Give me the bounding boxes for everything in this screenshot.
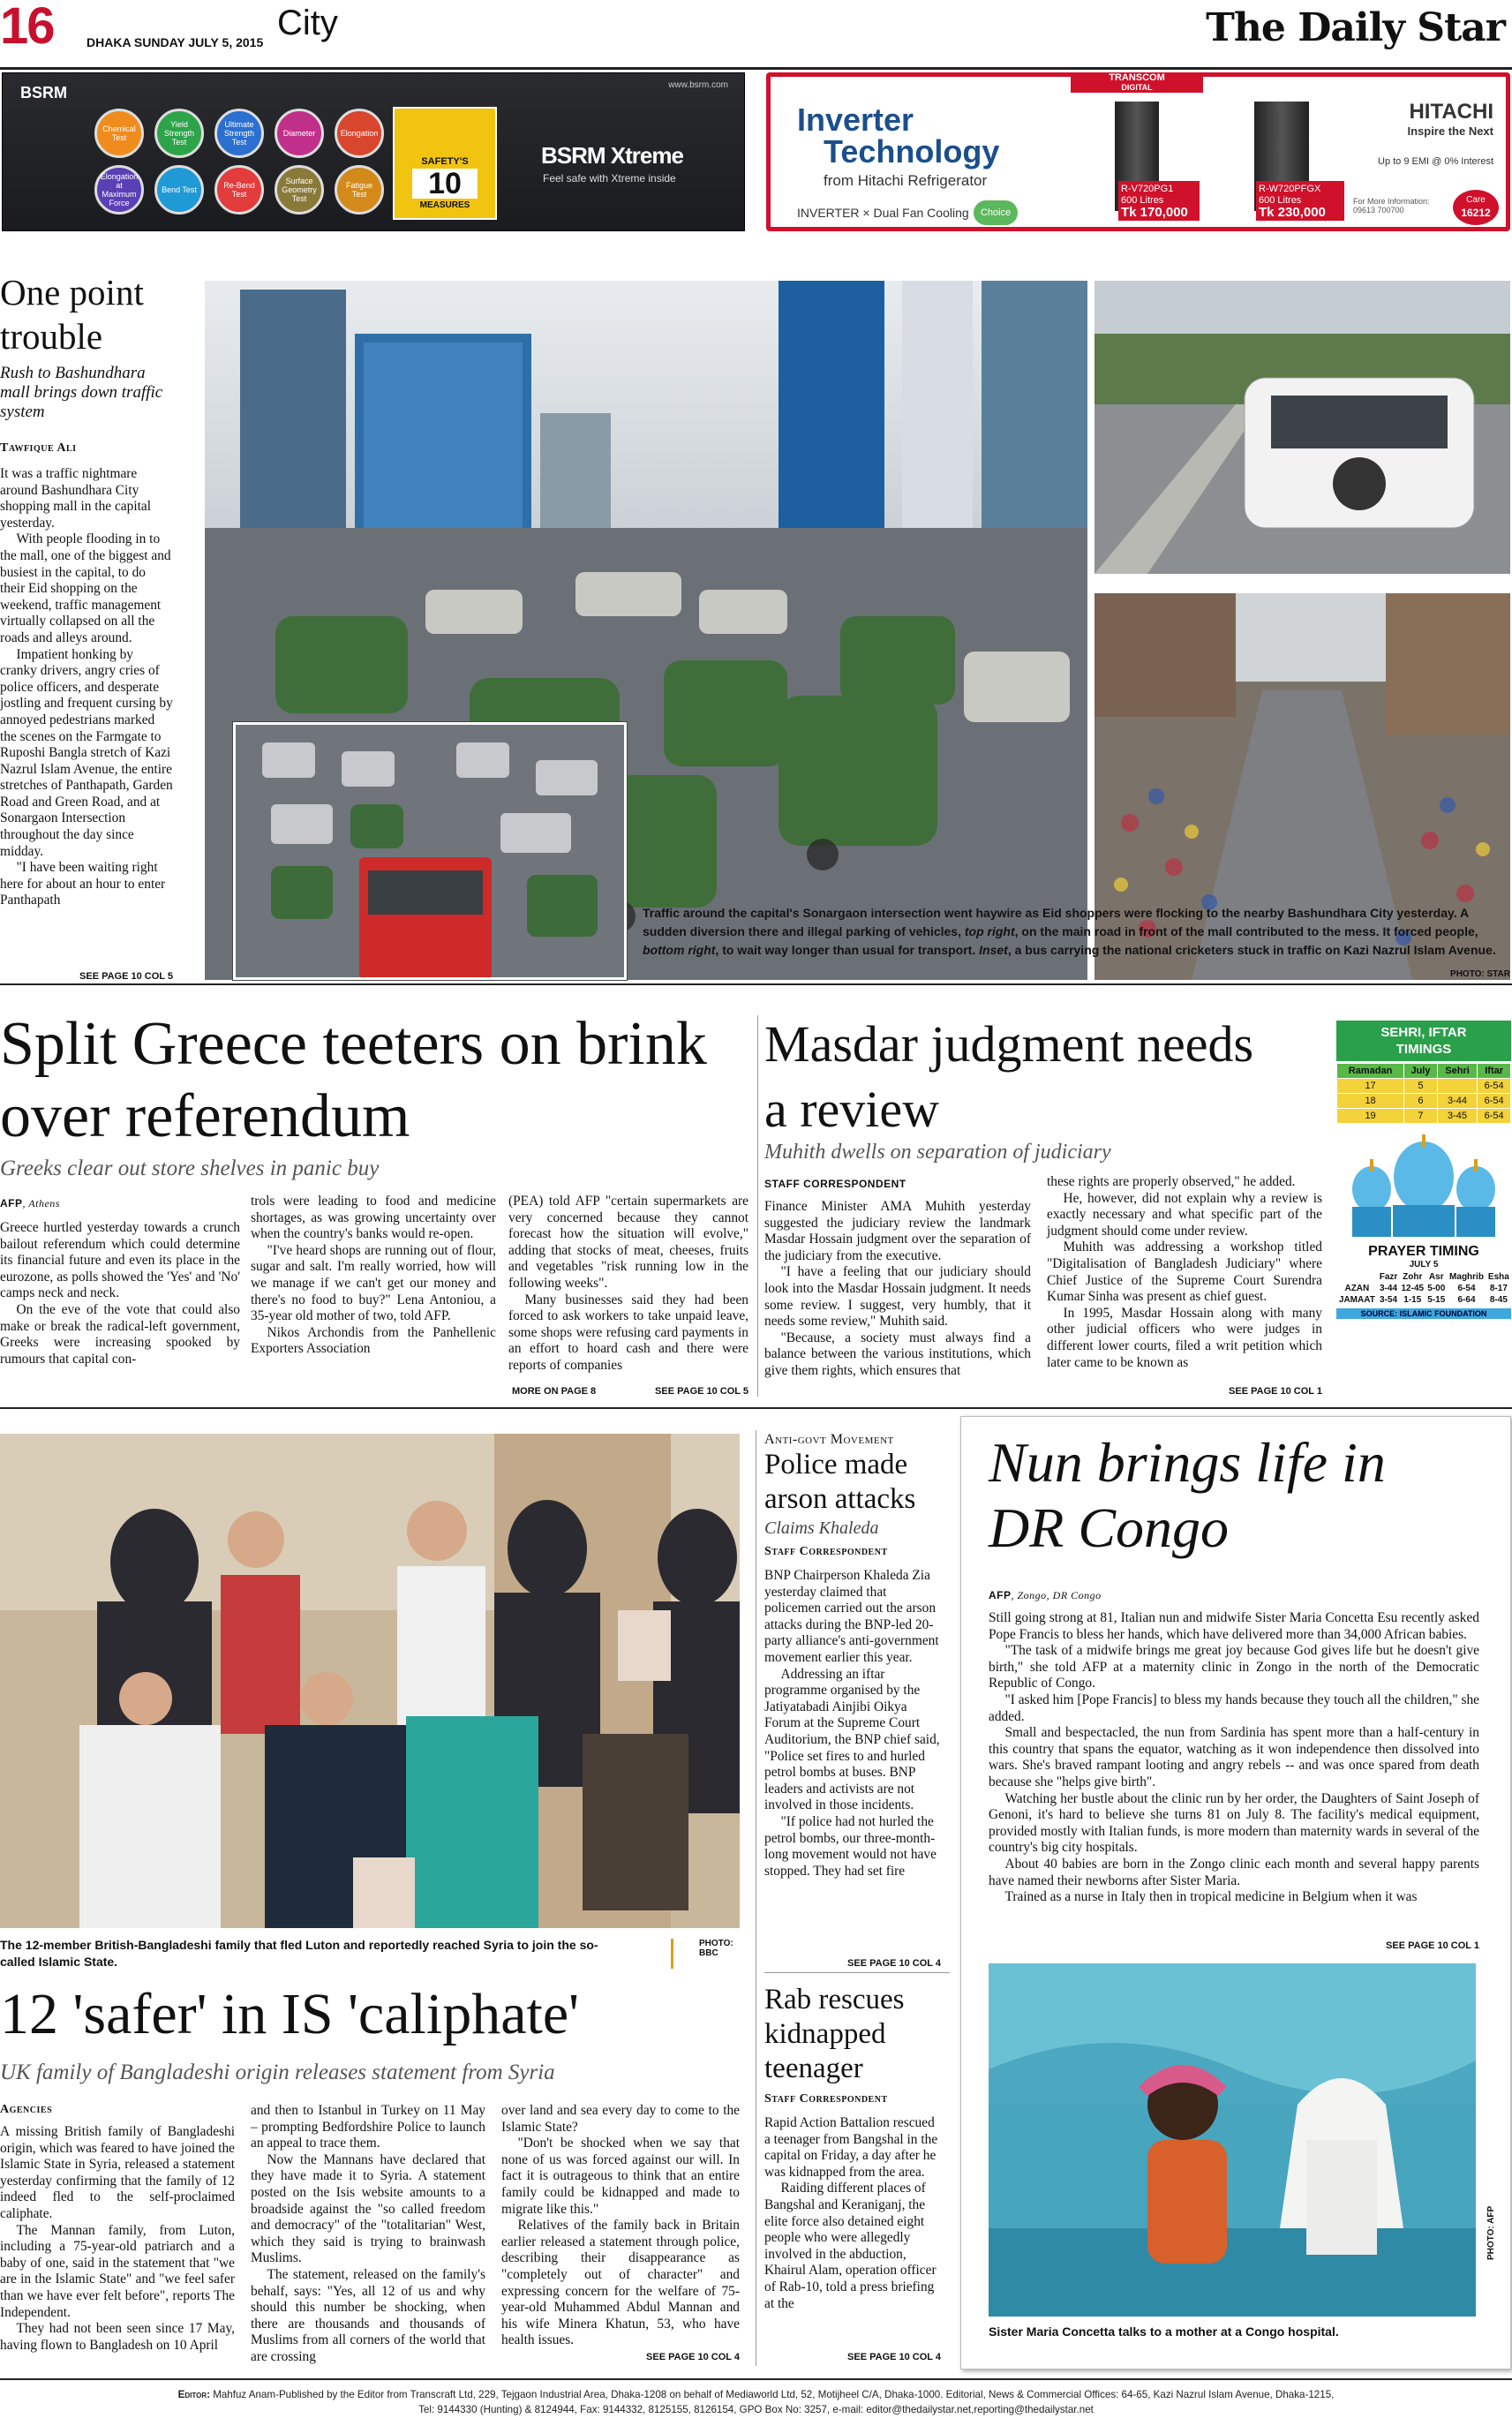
prayer-header-cell: Maghrib	[1449, 1272, 1484, 1282]
masdar-p: "Because, a society must always find a balance between the various institutions, which give them rights, which ensures that	[764, 1330, 1031, 1378]
masdar-p: these rights are properly observed," he added.	[1047, 1174, 1296, 1189]
sehri-cell: 6-54	[1478, 1079, 1511, 1094]
prayer-cell: 5-00	[1427, 1284, 1446, 1293]
col-rule	[757, 1015, 758, 1397]
prayer-header-cell: Fazr	[1379, 1272, 1398, 1282]
safety-num: 10	[412, 169, 478, 199]
sehri-header-cell: Sehri	[1437, 1064, 1477, 1079]
greece-headline: Split Greece teeters on brink over referendum	[0, 1010, 707, 1150]
family-p: over land and sea every day to come to the Islamic State?	[501, 2103, 740, 2135]
traffic-byline: Tawfique Ali	[0, 441, 77, 455]
prayer-cell: 5-15	[1427, 1295, 1446, 1305]
traffic-p: Impatient honking by cranky drivers, angry cries of police officers, and desperate jostling and frequent cursing by annoyed pedestrians marked the scenes on the Farmgate to Ruposhi Bangla stretch of Kazi Nazrul Islam Avenue, the entire stretches of Panthapath, Garden Road and Green Road, and at Sonargaon Intersection throughout the day since midday.	[0, 646, 173, 859]
greece-col-3	[508, 1194, 748, 1375]
caption-part: Inset	[979, 943, 1008, 957]
prayer-cell: 12-45	[1401, 1284, 1425, 1293]
model-2-cap: 600 Litres	[1259, 195, 1302, 206]
family-deck: UK family of Bangladeshi origin releases statement from Syria	[0, 2061, 555, 2084]
sehri-cell: 6-54	[1478, 1109, 1511, 1124]
bsrm-test-badge: Yield Strength Test	[154, 109, 204, 158]
masdar-col-1	[764, 1199, 1031, 1380]
sehri-box	[1336, 1021, 1511, 1400]
greece-dateline: , Athens	[22, 1197, 60, 1209]
family-col-1	[0, 2124, 235, 2354]
story-rule	[764, 1972, 950, 1973]
prayer-header-cell	[1336, 1271, 1378, 1283]
family-p: The Mannan family, from Luton, including a 75-year-old patriarch and a baby of one, said in the statement that "we are in the Islamic State" and "we feel safer than we have ever felt before", reports The Independent.	[0, 2222, 235, 2320]
greece-deck: Greeks clear out store shelves in panic buy	[0, 1156, 380, 1180]
family-caption: The 12-member British-Bangladeshi family that fled Luton and reportedly reached Syria to join the so-called Islamic State.	[0, 1938, 598, 1969]
rab-byline: Staff Correspondent	[764, 2092, 888, 2106]
caption-part: , a bus carrying the national cricketers stuck in traffic on Kazi Nazrul Islam Avenue.	[1007, 943, 1496, 957]
greece-col-2	[251, 1194, 496, 1358]
hitachi-choice: Choice	[974, 200, 1018, 225]
masdar-p: In 1995, Masdar Hossain along with many other judicial officers who were judges in different lower courts, filed a writ petition which later came to be known as	[1047, 1305, 1322, 1370]
family-p: The statement, released on the family's behalf, says: "Yes, all 12 of us and why should this number be shocking, when there are thousands and thousands of Muslims from all corners of the world that are crossing	[251, 2266, 485, 2364]
masdar-headline: Masdar judgment needs a review	[764, 1015, 1254, 1138]
bsrm-test-badge: Fatigue Test	[335, 165, 384, 215]
nun-p: Watching her bustle about the clinic run by her order, the Daughters of Saint Joseph of Genoni, it's hard to believe she turns 81 on July 8. The facility's medical equipment, provided mostly with Italian funds, is more modern than maternity wards in several of the country's big city hospitals.	[989, 1790, 1479, 1856]
bsrm-test-badge: Bend Test	[154, 165, 204, 215]
prayer-cell: 3-44	[1380, 1284, 1398, 1293]
mosque-icon	[1336, 1129, 1511, 1242]
prayer-cell: 8-45	[1489, 1295, 1508, 1305]
prayer-cell: JAMAAT	[1338, 1295, 1375, 1305]
sehri-cell: 7	[1404, 1109, 1438, 1124]
rab-see[interactable]: SEE PAGE 10 COL 4	[847, 2352, 941, 2362]
prayer-header-cell: Asr	[1428, 1272, 1444, 1282]
caption-part: bottom right	[643, 943, 716, 957]
greece-p: Greece hurtled yesterday towards a crunch bailout referendum which could determine its financial future and even its place in the eurozone, as polls showed the 'Yes' and 'No' camps neck and neck.	[0, 1220, 240, 1301]
sehri-cell: 19	[1337, 1109, 1404, 1124]
arson-p: Addressing an iftar programme organised by the Jatiyatabadi Ainjibi Oikya Forum at the Supreme Court Auditorium, the BNP chief said, "Police set fires to and hurled petrol bombs at buses. BNP leaders and activists are not involved in those incidents.	[764, 1666, 940, 1813]
arson-deck: Claims Khaleda	[764, 1518, 879, 1538]
rab-body	[764, 2115, 941, 2312]
traffic-credit: PHOTO: STAR	[1450, 969, 1510, 979]
traffic-see[interactable]: SEE PAGE 10 COL 5	[79, 971, 173, 982]
greece-byline	[0, 1197, 60, 1210]
row-rule	[0, 1407, 1512, 1409]
family-col-2	[251, 2103, 485, 2366]
sehri-header-cell: July	[1404, 1064, 1438, 1079]
prayer-table	[1336, 1271, 1511, 1306]
caption-part: Traffic around the capital's Sonargaon intersection went haywire as Eid shoppers were flocking to the nearby Bashundhara City yesterday. A sudden diversion there and illegal parking of vehicles,	[643, 906, 1469, 938]
footer-line-2: Tel: 9144330 (Hunting) & 8124944, Fax: 9144332, 8125155, 8126154, GPO Box No: 3257, e-mail: editor@thedailystar.net,reporting@thedailystar.net	[418, 2404, 1094, 2415]
greece-p: (PEA) told AFP "certain supermarkets are very concerned because they cannot forecast how the situation will evolve," adding that stocks of meat, cheeses, fruits and vegetables "risk running low in the following weeks".	[508, 1194, 748, 1291]
bsrm-url: www.bsrm.com	[668, 80, 728, 90]
model-1-price	[1118, 181, 1200, 221]
sehri-cell: 6	[1404, 1094, 1438, 1109]
greece-more[interactable]: MORE ON PAGE 8	[512, 1386, 597, 1397]
family-col-3	[501, 2103, 740, 2349]
family-p: Relatives of the family back in Britain earlier released a statement through police, describing their disappearance as "completely out of character" and expressing concern for the welfare of 75-year-old Muhammed Abdul Mannan and his wife Minera Khatun, 53, who have health issues.	[501, 2218, 740, 2348]
family-p: A missing British family of Bangladeshi origin, which was feared to have joined the Islamic State in Syria, released a statement yesterday confirming that the family of 12 indeed fled to the self-proclaimed caliphate.	[0, 2124, 235, 2221]
nun-caption: Sister Maria Concetta talks to a mother at a Congo hospital.	[989, 2324, 1339, 2339]
model-2-price	[1256, 181, 1344, 221]
prayer-cell: 1-15	[1403, 1295, 1422, 1305]
hitachi-feature: INVERTER × Dual Fan Cooling	[797, 206, 969, 220]
bsrm-test-badge: Diameter	[275, 109, 324, 158]
bsrm-brand: BSRM Xtreme	[541, 142, 683, 169]
model-2-name: R-W720PFGX	[1259, 184, 1321, 194]
traffic-deck: Rush to Bashundhara mall brings down traffic system	[0, 364, 163, 421]
hitachi-info: For More Information: 09613 700700	[1353, 197, 1430, 215]
nun-p: Still going strong at 81, Italian nun and midwife Sister Maria Concetta Esu recently asked Pope Francis to bless her hands, which have delivered more than 34,000 African babies.	[989, 1610, 1479, 1642]
nun-photo	[989, 1963, 1476, 2317]
nun-body	[989, 1610, 1479, 1906]
hitachi-emi: Up to 9 EMI @ 0% Interest	[1378, 156, 1493, 167]
greece-p: On the eve of the vote that could also make or break the radical-left government, Greeks were increasing spooked by rumours that capital con-	[0, 1301, 240, 1367]
sehri-cell: 17	[1337, 1079, 1404, 1094]
care-label: Care	[1466, 195, 1486, 205]
family-byline: Agencies	[0, 2103, 53, 2116]
family-see[interactable]: SEE PAGE 10 COL 4	[646, 2352, 740, 2362]
traffic-p: "I have been waiting right here for about an hour to enter Panthapath	[0, 860, 166, 908]
hitachi-top-brand: TRANSCOM	[1109, 72, 1165, 83]
bsrm-test-badge: Ultimate Strength Test	[214, 109, 264, 158]
hitachi-top-digital: DIGITAL	[1121, 83, 1153, 92]
traffic-caption	[643, 904, 1508, 960]
nun-p: "The task of a midwife brings me great joy because God gives life but he doesn't give birth," she told AFP at a maternity clinic in Zongo in the north of the Democratic Republic of Congo.	[989, 1643, 1479, 1691]
masdar-p: "I have a feeling that our judiciary should look into the Masdar Hossain judgment. It needs some review. I suggest, very humbly, that it needs some review," Muhith said.	[764, 1264, 1031, 1330]
safety-sub: MEASURES	[419, 200, 470, 210]
masdar-p: Muhith was addressing a workshop titled "Digitalisation of Bangladesh Judiciary" where Chief Justice of the Supreme Court Surendra Kumar Sinha was present as chief guest.	[1047, 1239, 1322, 1305]
traffic-headline: One point trouble	[0, 272, 144, 357]
safety-box	[393, 107, 497, 220]
traffic-body	[0, 466, 173, 909]
caption-part: , on the main road in front of the mall contributed to the mess. It forced people,	[1014, 924, 1478, 938]
sehri-cell	[1437, 1079, 1477, 1094]
sehri-header-cell: Iftar	[1478, 1064, 1511, 1079]
inset-scene	[236, 725, 627, 980]
hitachi-headline-1: Inverter	[797, 102, 914, 138]
care-badge	[1453, 190, 1499, 225]
ad-bsrm[interactable]	[2, 72, 745, 231]
nun-dateline: , Zongo, DR Congo	[1011, 1589, 1102, 1601]
clinic-scene	[989, 1963, 1476, 2317]
family-headline: 12 'safer' in IS 'caliphate'	[0, 1982, 580, 2046]
prayer-header-cell: Zohr	[1403, 1272, 1423, 1282]
bsrm-tagline: Feel safe with Xtreme inside	[543, 172, 676, 185]
section-name: City	[277, 4, 338, 42]
family-p: Now the Mannans have declared that they have made it to Syria. A statement posted on the Isis website amounts to a broadside against the "so called freedom and democracy" of the "totalitarian" West, which they said is trying to brainwash Muslims.	[251, 2151, 485, 2266]
nun-credit: PHOTO: AFP	[1486, 2205, 1496, 2260]
arson-p: "If police had not hurled the petrol bombs, our three-month-long movement would not have stopped. They had set fire	[764, 1813, 937, 1879]
hitachi-brand-tag: Inspire the Next	[1407, 124, 1493, 138]
masthead-rule	[0, 67, 1512, 70]
arson-headline: Police made arson attacks	[764, 1449, 916, 1515]
hitachi-headline-2: Technology	[824, 133, 1000, 170]
care-num: 16212	[1461, 207, 1491, 219]
page-number: 16	[0, 0, 54, 55]
hitachi-brand: HITACHI	[1409, 100, 1493, 124]
family-p: "Don't be shocked when we say that none of us was forced against our will. In fact it is outrageous to think that an entire family could be kidnapped and made to migrate like this."	[501, 2136, 740, 2217]
sehri-cell: 3-44	[1437, 1094, 1477, 1109]
rab-p: Rapid Action Battalion rescued a teenager from Bangshal in the capital on Friday, a day after he was kidnapped from the area.	[764, 2115, 938, 2180]
masthead	[0, 0, 1512, 65]
traffic-inset-photo	[233, 722, 627, 980]
prayer-cell: 3-54	[1380, 1295, 1398, 1305]
family-credit: PHOTO: BBC	[699, 1939, 733, 1958]
ad-hitachi[interactable]	[766, 72, 1510, 231]
greece-p: Nikos Archondis from the Panhellenic Exporters Association	[251, 1324, 496, 1357]
footer-rule	[0, 2378, 1512, 2380]
nun-p: Trained as a nurse in Italy then in tropical medicine in Belgium when it was	[1004, 1889, 1418, 1905]
prayer-cell: 6-54	[1457, 1284, 1476, 1293]
bsrm-test-badge: Chemical Test	[94, 109, 144, 158]
prayer-source: SOURCE: ISLAMIC FOUNDATION	[1336, 1308, 1511, 1319]
greece-col-1	[0, 1220, 240, 1367]
greece-p: trols were leading to food and medicine shortages, as was growing uncertainty over when the country's banks would re-open.	[251, 1194, 496, 1242]
bsrm-logo: BSRM	[20, 84, 67, 102]
sehri-cell: 6-54	[1478, 1094, 1511, 1109]
family-caption-bar	[671, 1939, 673, 1969]
family-photo	[0, 1434, 740, 1928]
caption-part: , to wait way longer than usual for transport.	[715, 943, 980, 957]
model-2-tk: Tk 230,000	[1259, 205, 1326, 220]
arson-see[interactable]: SEE PAGE 10 COL 4	[847, 1958, 941, 1969]
masdar-deck: Muhith dwells on separation of judiciary	[764, 1141, 1111, 1164]
prayer-title: PRAYER TIMING	[1368, 1244, 1479, 1259]
masdar-p: Finance Minister AMA Muhith yesterday suggested the judiciary review the landmark Masdar Hossain judgment over the separation of the judiciary from the executive.	[764, 1199, 1031, 1263]
prayer-date: JULY 5	[1409, 1260, 1439, 1270]
parked-scene	[1095, 281, 1510, 574]
sehri-header-cell: Ramadan	[1337, 1064, 1404, 1079]
row-rule	[0, 983, 1512, 985]
paper-name: The Daily Star	[1206, 5, 1505, 50]
masdar-p: He, however, did not explain why a review is exactly necessary and what specific part of the judgment should come under review.	[1047, 1190, 1322, 1239]
bsrm-test-badge: Elongation	[335, 109, 384, 158]
model-1-name: R-V720PG1	[1121, 184, 1174, 194]
greece-see[interactable]: SEE PAGE 10 COL 5	[655, 1386, 748, 1397]
greece-p: "I've heard shops are running out of flour, sugar and salt. I'm really worried, how will we manage if we can't get our money and there's no food to buy?" Lena Antoniou, a 35-year old mother of two, told AFP.	[251, 1242, 496, 1324]
nun-p: Small and bespectacled, the nun from Sardinia has spent more than a half-century in this country that spans the equator, watching as it won independence then dissolved into wars. She's braved rampant looting and angry rebels -- and was once spared from death because she "helps give birth".	[989, 1725, 1479, 1789]
sehri-title: SEHRI, IFTAR TIMINGS	[1336, 1021, 1511, 1061]
hitachi-sub: from Hitachi Refrigerator	[824, 172, 988, 189]
nun-see[interactable]: SEE PAGE 10 COL 1	[1386, 1940, 1479, 1951]
parked-car-photo	[1095, 281, 1510, 574]
bsrm-test-badge: Elongation at Maximum Force	[94, 165, 144, 215]
nun-p: About 40 babies are born in the Zongo clinic each month and several happy parents have named their newborns after Sister Maria.	[989, 1856, 1479, 1888]
traffic-p: With people flooding in to the mall, one of the biggest and busiest in the capital, to do their Eid shopping on the weekend, traffic management virtually collapsed on all the roads and alleys around.	[0, 531, 171, 645]
prayer-header-cell: Esha	[1487, 1272, 1509, 1282]
hitachi-top	[1071, 73, 1203, 93]
family-p: and then to Istanbul in Turkey on 11 May – prompting Bedfordshire Police to launch an appeal to trace them.	[251, 2103, 485, 2151]
caption-part: top right	[964, 924, 1015, 938]
footer-editor-label: Editor:	[177, 2389, 210, 2400]
masdar-col-2	[1047, 1174, 1322, 1371]
prayer-cell: 8-17	[1489, 1284, 1508, 1293]
masdar-see[interactable]: SEE PAGE 10 COL 1	[1229, 1386, 1322, 1397]
model-1-tk: Tk 170,000	[1121, 205, 1188, 220]
arson-kicker: Anti-govt Movement	[764, 1432, 894, 1447]
bsrm-test-badge: Surface Geometry Test	[275, 165, 324, 215]
sehri-cell: 5	[1404, 1079, 1438, 1094]
greece-byline-agency: AFP	[0, 1197, 23, 1209]
arson-body	[764, 1568, 941, 1880]
arson-p: BNP Chairperson Khaleda Zia yesterday claimed that policemen carried out the arson attacks during the BNP-led 20-party alliance's anti-government movement earlier this year.	[764, 1568, 939, 1665]
nun-byline	[989, 1589, 1102, 1602]
footer-line-1-text: Mahfuz Anam-Published by the Editor from Transcraft Ltd, 229, Tejgaon Industrial Area, Dhaka-1208 on behalf of Mediaworld Ltd, 52, Motijheel C/A, Dhaka-1000. Editorial, News & Commercial Offices: 64-65, Kazi Nazrul Islam Avenue, Dhaka-1215,	[209, 2389, 1335, 2400]
family-scene	[0, 1434, 740, 1928]
family-p: They had not been seen since 17 May, having flown to Bangladesh on 10 April	[0, 2321, 235, 2353]
masdar-byline: STAFF CORRESPONDENT	[764, 1178, 906, 1190]
traffic-p: It was a traffic nightmare around Bashundhara City shopping mall in the capital yesterday.	[0, 466, 151, 531]
rab-headline: Rab rescues kidnapped teenager	[764, 1984, 905, 2084]
bsrm-test-badge: Re-Bend Test	[214, 165, 264, 215]
prayer-cell: AZAN	[1344, 1284, 1370, 1293]
page-date: DHAKA SUNDAY JULY 5, 2015	[87, 35, 264, 49]
nun-headline: Nun brings life in DR Congo	[989, 1431, 1386, 1559]
sehri-cell: 18	[1337, 1094, 1404, 1109]
nun-byline-agency: AFP	[989, 1589, 1012, 1601]
footer-line-1	[0, 2387, 1512, 2402]
sehri-cell: 3-45	[1437, 1109, 1477, 1124]
prayer-cell: 6-64	[1457, 1295, 1476, 1305]
arson-byline: Staff Correspondent	[764, 1545, 888, 1558]
footer	[0, 2387, 1512, 2417]
model-1-cap: 600 Litres	[1121, 195, 1164, 206]
nun-p: "I asked him [Pope Francis] to bless my hands because they touch all the children," she added.	[989, 1691, 1479, 1724]
rab-p: Raiding different places of Bangshal and Keraniganj, the elite force also detained eight people who were allegedly involved in the abduction, Khairul Alam, operation officer of Rab-10, told a press briefing at the	[764, 2181, 937, 2311]
sehri-table	[1336, 1063, 1511, 1124]
greece-p: Many businesses said they had been forced to ask workers to take unpaid leave, some shops were refusing card payments in an effort to hoard cash and there were reports of companies	[508, 1292, 748, 1373]
safety-label: SAFETY'S	[421, 156, 469, 167]
